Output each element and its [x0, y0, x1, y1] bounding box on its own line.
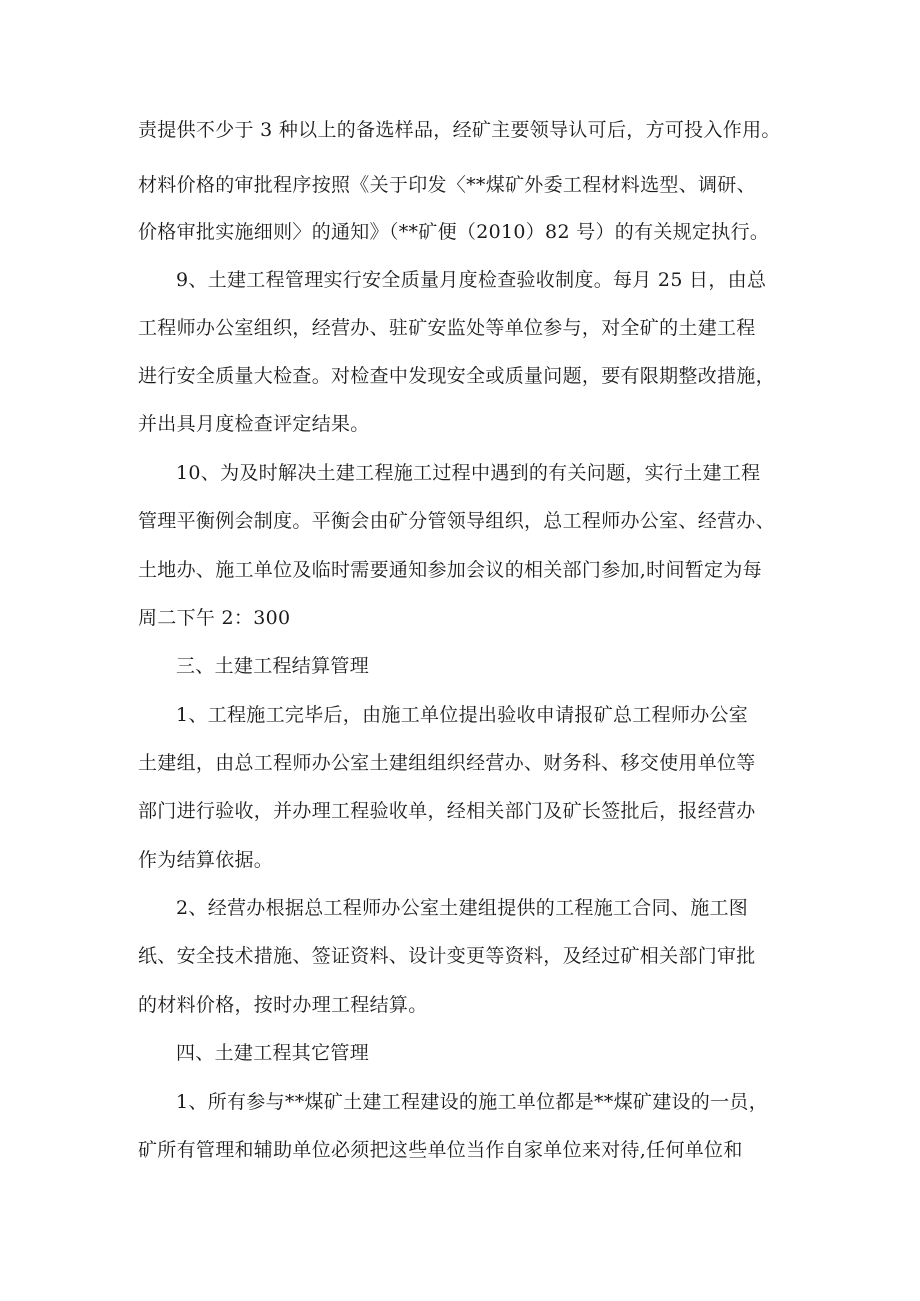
text-line: 材料价格的审批程序按照《关于印发〈**煤矿外委工程材料选型、调研、 — [138, 174, 756, 196]
text-line: 的材料价格，按时办理工程结算。 — [138, 994, 428, 1016]
text-line: 工程师办公室组织，经营办、驻矿安监处等单位参与，对全矿的土建工程 — [138, 317, 756, 339]
text-line: 土建组，由总工程师办公室土建组组织经营办、财务科、移交使用单位等 — [138, 752, 756, 774]
text-line: 进行安全质量大检查。对检查中发现安全或质量问题，要有限期整改措施， — [138, 365, 775, 387]
text-line: 矿所有管理和辅助单位必须把这些单位当作自家单位来对待,任何单位和 — [138, 1139, 743, 1161]
paragraph-s3-2-first-line: 2、经营办根据总工程师办公室土建组提供的工程施工合同、施工图 — [176, 897, 749, 919]
text-line: 土地办、施工单位及临时需要通知参加会议的相关部门参加,时间暂定为每 — [138, 559, 762, 581]
text-line: 价格审批实施细则〉的通知》（**矿便（2010）82 号）的有关规定执行。 — [138, 221, 770, 243]
paragraph-s3-1-first-line: 1、工程施工完毕后，由施工单位提出验收申请报矿总工程师办公室 — [176, 704, 749, 726]
text-line: 周二下午 2：300 — [138, 607, 291, 629]
text-line: 责提供不少于 3 种以上的备选样品，经矿主要领导认可后，方可投入作用。 — [138, 119, 781, 141]
text-line: 部门进行验收，并办理工程验收单，经相关部门及矿长签批后，报经营办 — [138, 800, 756, 822]
text-line: 作为结算依据。 — [138, 849, 274, 871]
section-heading-4: 四、土建工程其它管理 — [176, 1042, 370, 1064]
text-line: 纸、安全技术措施、签证资料、设计变更等资料，及经过矿相关部门审批 — [138, 945, 756, 967]
paragraph-s4-1-first-line: 1、所有参与**煤矿土建工程建设的施工单位都是**煤矿建设的一员， — [176, 1091, 768, 1113]
section-heading-3: 三、土建工程结算管理 — [176, 655, 370, 677]
paragraph-10-first-line: 10、为及时解决土建工程施工过程中遇到的有关问题，实行土建工程 — [176, 462, 761, 484]
paragraph-9-first-line: 9、土建工程管理实行安全质量月度检查验收制度。每月 25 日，由总 — [176, 269, 767, 291]
text-line: 并出具月度检查评定结果。 — [138, 413, 370, 435]
text-line: 管理平衡例会制度。平衡会由矿分管领导组织，总工程师办公室、经营办、 — [138, 510, 775, 532]
